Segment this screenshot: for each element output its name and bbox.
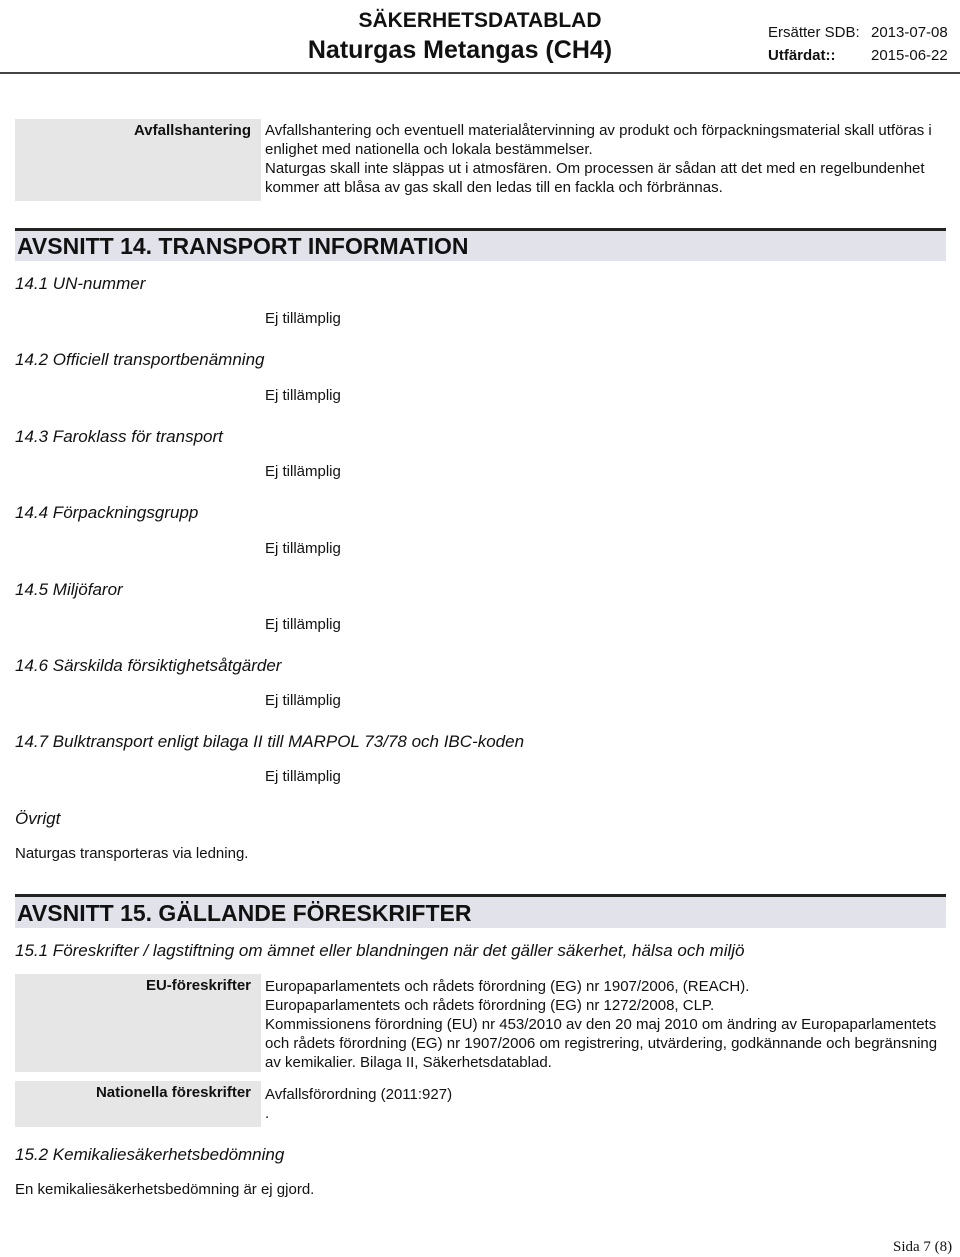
chemical-safety-assessment-text: En kemikaliesäkerhetsbedömning är ej gjord. [15,1181,315,1198]
environmental-hazards-value: Ej tillämplig [265,616,341,633]
regulations-heading: 15.1 Föreskrifter / lagstiftning om ämnet eller blandningen när det gäller säkerhet, hälsa och miljö [15,941,745,960]
issued-date: 2015-06-22 [871,47,948,64]
bulk-transport-heading: 14.7 Bulktransport enligt bilaga II till MARPOL 73/78 och IBC-koden [15,732,525,751]
eu-regulation-line: av kemikalier. Bilaga II, Säkerhetsdatablad. [265,1054,552,1071]
waste-line: enlighet med nationella och lokala bestämmelser. [265,141,593,158]
eu-regulations-label: EU-föreskrifter [145,977,251,994]
replaces-date: 2013-07-08 [871,24,948,41]
section-15-title: AVSNITT 15. GÄLLANDE FÖRESKRIFTER [17,900,472,926]
bulk-transport-value: Ej tillämplig [265,768,341,785]
product-name-title: Naturgas Metangas (CH4) [307,36,613,64]
special-precautions-heading: 14.6 Särskilda försiktighetsåtgärder [15,656,282,675]
section-14-header [15,228,946,261]
document-type-title: SÄKERHETSDATABLAD [358,9,602,32]
eu-regulations-text [265,977,955,1072]
waste-line: Naturgas skall inte släppas ut i atmosfären. Om processen är sådan att det med en regelbundenhet [265,160,925,177]
other-text: Naturgas transporteras via ledning. [15,845,249,862]
waste-text [265,121,955,197]
section-15-header [15,894,946,928]
eu-regulation-line: Europaparlamentets och rådets förordning (EG) nr 1272/2008, CLP. [265,997,715,1014]
packing-group-heading: 14.4 Förpackningsgrupp [15,503,199,522]
national-regulations-text [265,1085,955,1123]
eu-regulation-line: och rådets förordning (EG) nr 1907/2006 om registrering, utvärdering, godkännande och begränsning [265,1035,938,1052]
national-regulation-line: Avfallsförordning (2011:927) [265,1086,453,1103]
replaces-label: Ersätter SDB: [768,24,860,41]
issued-label: Utfärdat:: [768,47,836,64]
environmental-hazards-heading: 14.5 Miljöfaror [15,580,123,599]
waste-label-cell [15,119,261,201]
header-divider [0,72,960,74]
page-number: Sida 7 (8) [893,1239,953,1255]
waste-label: Avfallshantering [134,122,251,139]
special-precautions-value: Ej tillämplig [265,692,341,709]
hazard-class-heading: 14.3 Faroklass för transport [15,427,223,446]
national-regulations-label-cell [15,1081,261,1127]
section-14-title: AVSNITT 14. TRANSPORT INFORMATION [17,233,469,259]
packing-group-value: Ej tillämplig [265,540,341,557]
eu-regulation-line: Kommissionens förordning (EU) nr 453/2010 av den 20 maj 2010 om ändring av Europaparlamentets [265,1016,937,1033]
waste-line: Avfallshantering och eventuell materialåtervinning av produkt och förpackningsmaterial skall utföras i [265,122,932,139]
hazard-class-value: Ej tillämplig [265,463,341,480]
eu-regulations-label-cell [15,974,261,1072]
waste-line: kommer att blåsa av gas skall den ledas till en fackla och förbrännas. [265,179,723,196]
shipping-name-value: Ej tillämplig [265,387,341,404]
un-number-value: Ej tillämplig [265,310,341,327]
eu-regulation-line: Europaparlamentets och rådets förordning (EG) nr 1907/2006, (REACH). [265,978,750,995]
national-regulation-line: . [265,1105,270,1122]
un-number-heading: 14.1 UN-nummer [15,274,146,293]
shipping-name-heading: 14.2 Officiell transportbenämning [15,350,265,369]
chemical-safety-assessment-heading: 15.2 Kemikaliesäkerhetsbedömning [15,1145,285,1164]
national-regulations-label: Nationella föreskrifter [95,1084,251,1101]
other-heading: Övrigt [15,809,61,828]
